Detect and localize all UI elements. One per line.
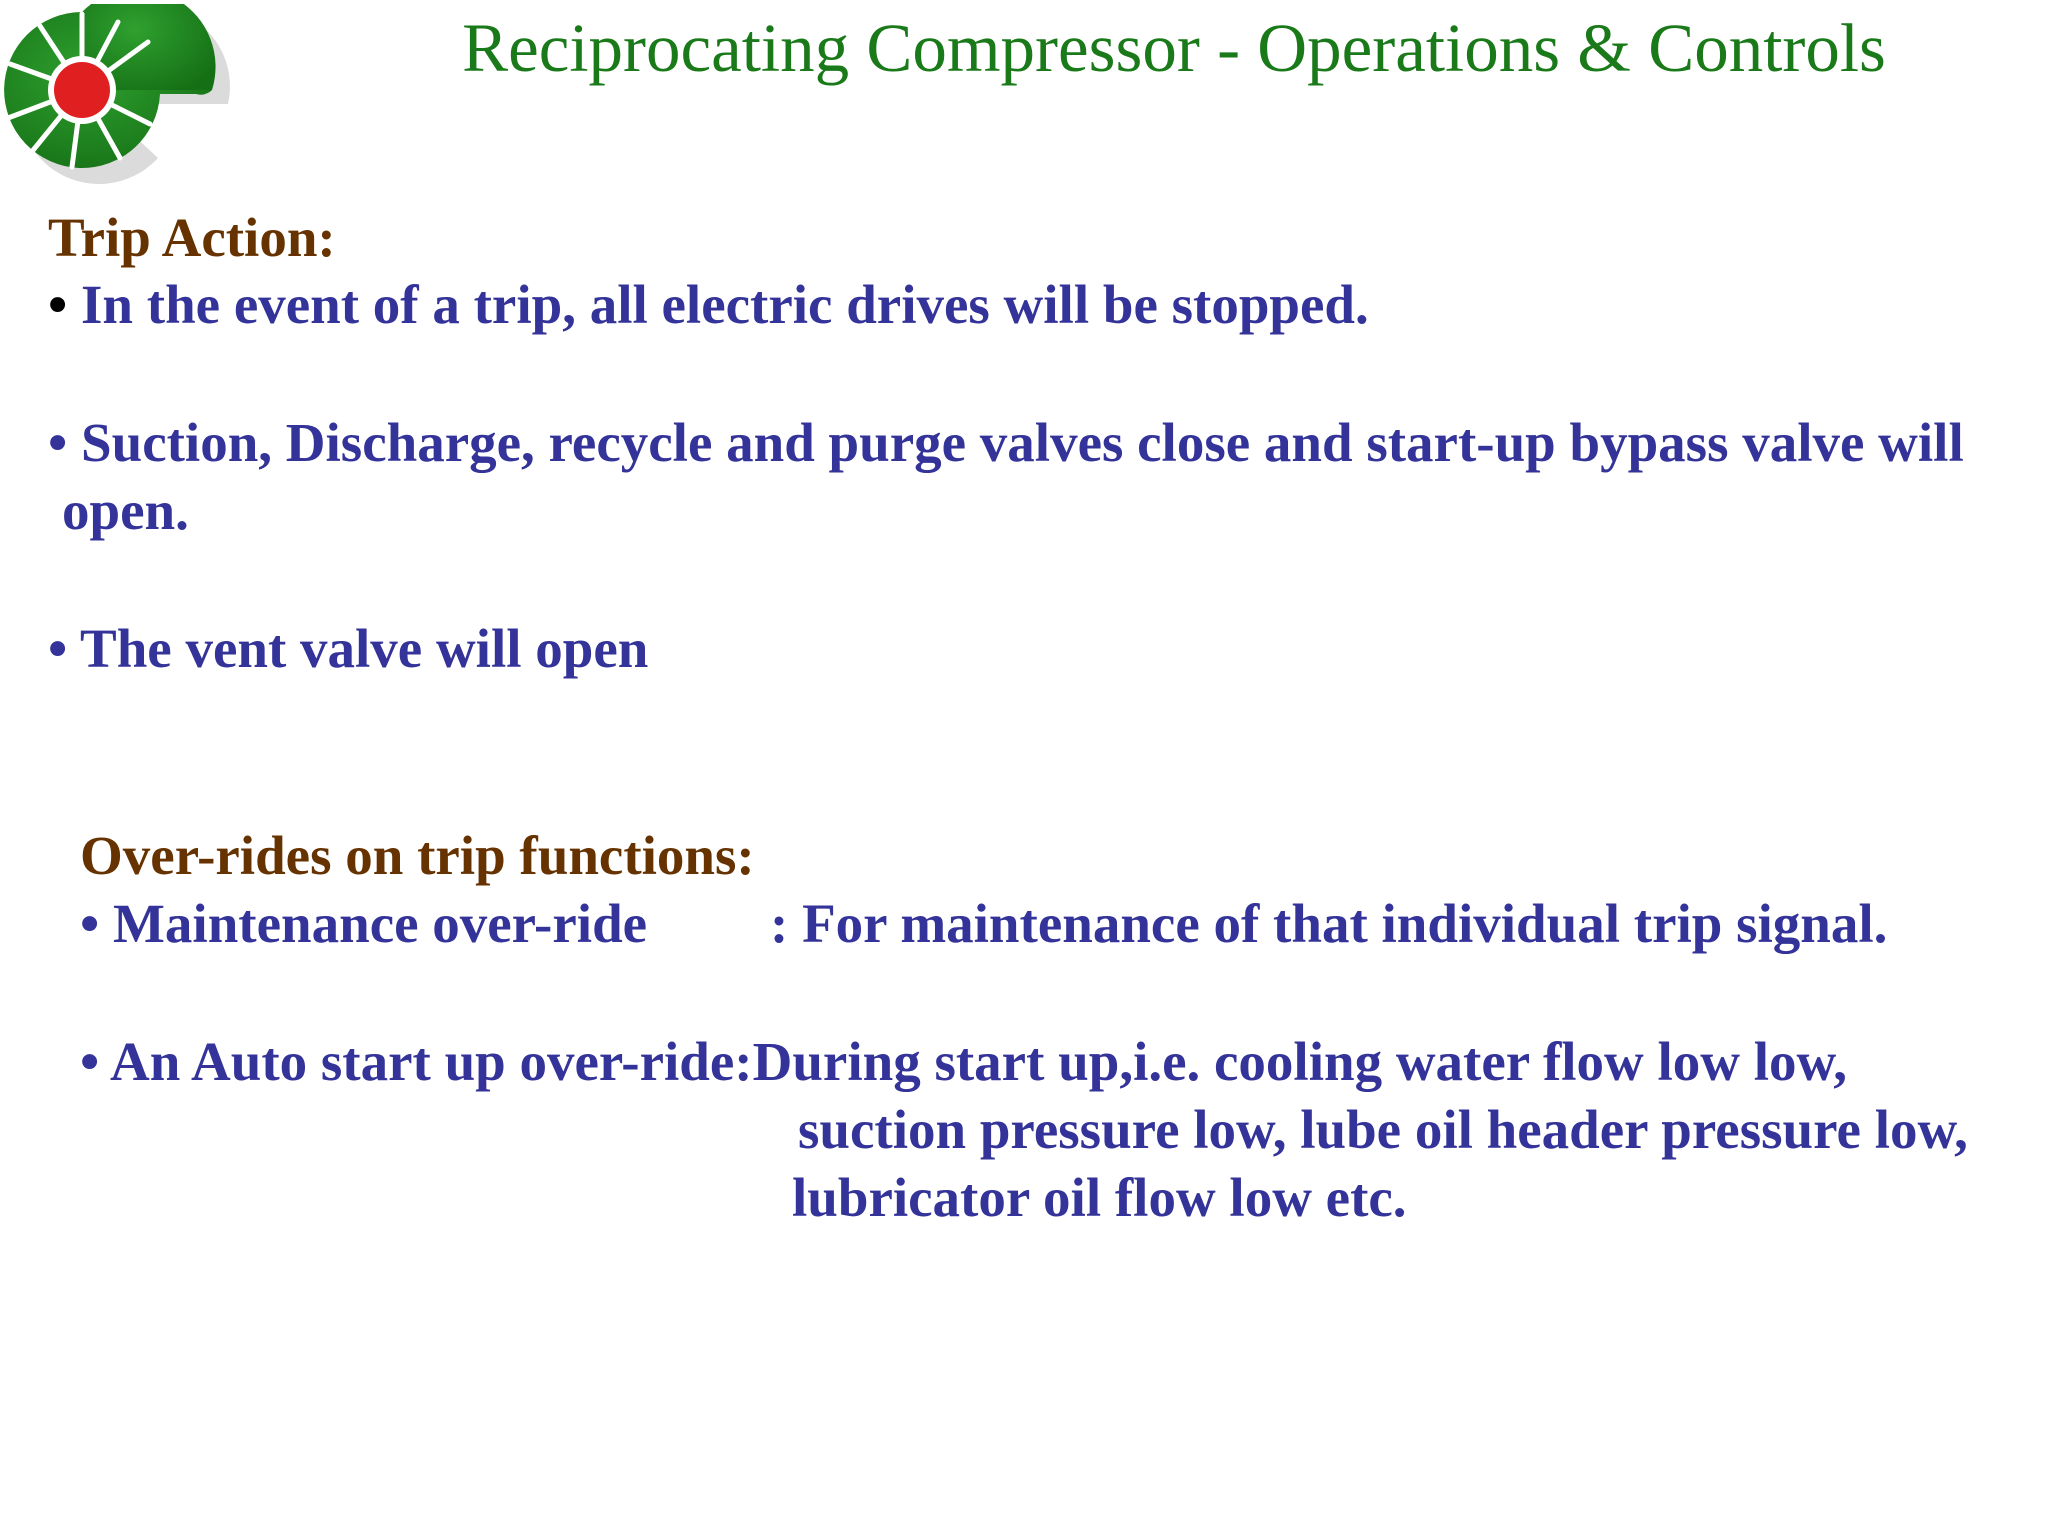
- bullet-icon: •: [80, 893, 114, 954]
- bullet-icon: •: [48, 274, 82, 335]
- overrides-heading: Over-rides on trip functions:: [80, 825, 755, 886]
- list-item: [80, 892, 647, 956]
- bullet-text: In the event of a trip, all electric drives will be stopped.: [81, 274, 1369, 335]
- auto-start-override-description: lubricator oil flow low etc.: [792, 1167, 1407, 1228]
- list-item: [48, 411, 1964, 475]
- slide-title: Reciprocating Compressor - Operations & Controls: [462, 10, 1886, 86]
- maintenance-override-description: : For maintenance of that individual trip signal.: [770, 893, 1888, 954]
- list-item: [48, 273, 1369, 337]
- auto-start-override-description: During start up,i.e. cooling water flow low low,: [752, 1031, 1847, 1092]
- auto-start-override-description: suction pressure low, lube oil header pressure low,: [798, 1099, 1968, 1160]
- auto-start-override-label: An Auto start up over-ride:: [109, 1031, 753, 1092]
- bullet-icon: •: [48, 412, 82, 473]
- list-item: [48, 617, 648, 681]
- bullet-text: The vent valve will open: [80, 618, 649, 679]
- bullet-icon: •: [48, 618, 81, 679]
- bullet-text-continuation: open.: [62, 480, 189, 541]
- maintenance-override-label: Maintenance over-ride: [113, 893, 648, 954]
- bullet-text: Suction, Discharge, recycle and purge valves close and start-up bypass valve will: [81, 412, 1964, 473]
- trip-action-heading: Trip Action:: [48, 207, 336, 268]
- bullet-icon: •: [80, 1031, 110, 1092]
- list-item: [80, 1030, 1847, 1094]
